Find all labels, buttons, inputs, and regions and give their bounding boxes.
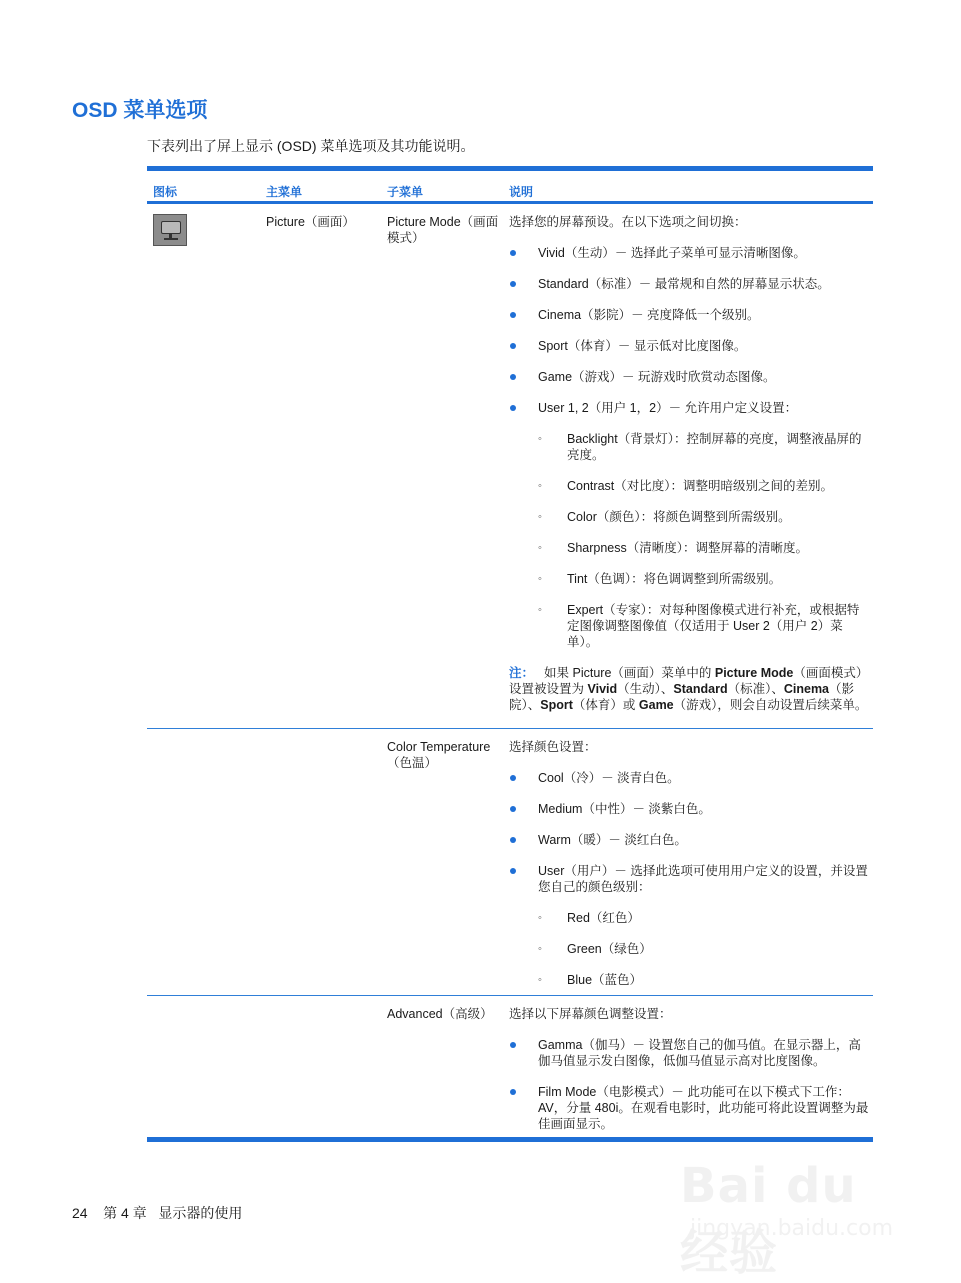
- intro-text: 下表列出了屏上显示 (OSD) 菜单选项及其功能说明。: [147, 138, 475, 154]
- header-main-menu: 主菜单: [266, 185, 303, 199]
- list-item: Cinema（影院）－ 亮度降低一个级别。: [509, 307, 871, 323]
- description-picture-mode: [509, 204, 871, 713]
- header-icon: 图标: [153, 185, 178, 199]
- header-description: 说明: [509, 185, 534, 199]
- description-intro: 选择以下屏幕颜色调整设置：: [509, 1007, 672, 1021]
- list-item: Cool（冷）－ 淡青白色。: [509, 770, 871, 786]
- note-bold: Standard: [673, 682, 728, 696]
- list-item: Medium（中性）－ 淡紫白色。: [509, 801, 871, 817]
- submenu-color-temperature: Color Temperature（色温）: [387, 740, 491, 770]
- watermark-brand: Bai du 经验: [680, 1158, 857, 1281]
- page-title: OSD 菜单选项: [72, 99, 208, 122]
- list-item: Film Mode（电影模式）－ 此功能可在以下模式下工作：AV，分量 480i。在观看电影时，此功能可将此设置调整为最佳画面显示。: [509, 1084, 871, 1132]
- description-advanced: [509, 996, 871, 1132]
- sub-list-item: ◦ Red（红色）: [509, 910, 871, 926]
- header-submenu: 子菜单: [387, 185, 424, 199]
- sub-list-item: ◦ Blue（蓝色）: [509, 972, 871, 988]
- sub-list-item: ◦ Green（绿色）: [509, 941, 871, 957]
- table-row-picture-mode: [147, 204, 873, 713]
- note-text: （标准）、: [727, 682, 784, 696]
- list-item: Sport（体育）－ 显示低对比度图像。: [509, 338, 871, 354]
- sub-list-item: ◦ Sharpness（清晰度）：调整屏幕的清晰度。: [509, 540, 871, 556]
- table-row-color-temperature: [147, 729, 873, 988]
- picture-menu-icon-cell: [153, 214, 187, 246]
- list-item: User（用户）－ 选择此选项可使用用户定义的设置，并设置您自己的颜色级别：: [509, 863, 871, 895]
- note-text: 如果 Picture（画面）菜单中的: [544, 666, 715, 680]
- list-item: Gamma（伽马）－ 设置您自己的伽马值。在显示器上，高伽马值显示发白图像，低伽马值显示高对比度图像。: [509, 1037, 871, 1069]
- table-header-row: [147, 171, 873, 201]
- submenu-picture-mode: Picture Mode（画面模式）: [387, 215, 499, 245]
- sub-list-item: ◦ Tint（色调）：将色调调整到所需级别。: [509, 571, 871, 587]
- note-text: （体育）或: [572, 698, 639, 712]
- note-text: （画面模式）设置被设置为: [509, 666, 869, 696]
- note-text: （生动）、: [617, 682, 674, 696]
- note-label: 注：: [509, 666, 535, 680]
- submenu-advanced: Advanced（高级）: [387, 1007, 493, 1021]
- osd-menu-table: [147, 166, 873, 1142]
- list-item: Game（游戏）－ 玩游戏时欣赏动态图像。: [509, 369, 871, 385]
- description-intro: 选择您的屏幕预设。在以下选项之间切换：: [509, 215, 747, 229]
- list-item: Warm（暖）－ 淡红白色。: [509, 832, 871, 848]
- option-list: [509, 1037, 871, 1132]
- option-list: [509, 770, 871, 988]
- note-text: （影院）、: [509, 682, 855, 712]
- page-footer: 24 第 4 章 显示器的使用: [72, 1205, 243, 1221]
- note-bold: Picture Mode: [714, 666, 794, 680]
- sub-list-item: ◦ Expert（专家）：对每种图像模式进行补充，或根据特定图像调整图像值（仅适用于 User 2（用户 2）菜单）。: [509, 602, 871, 650]
- sub-list-item: ◦ Backlight（背景灯）：控制屏幕的亮度，调整液晶屏的亮度。: [509, 431, 871, 463]
- baidu-watermark: [680, 1138, 910, 1281]
- description-color-temperature: [509, 729, 871, 988]
- list-item: User 1, 2（用户 1，2）－ 允许用户定义设置：: [509, 400, 871, 416]
- list-item: Standard（标准）－ 最常规和自然的屏幕显示状态。: [509, 276, 871, 292]
- option-list: [509, 245, 871, 650]
- main-menu-picture: Picture（画面）: [266, 215, 355, 229]
- sub-list-item: ◦ Contrast（对比度）：调整明暗级别之间的差别。: [509, 478, 871, 494]
- monitor-icon: [153, 214, 187, 246]
- table-row-advanced: [147, 996, 873, 1132]
- note-bold: Cinema: [783, 682, 830, 696]
- sub-list-item: ◦ Color（颜色）：将颜色调整到所需级别。: [509, 509, 871, 525]
- list-item: Vivid（生动）－ 选择此子菜单可显示清晰图像。: [509, 245, 871, 261]
- watermark-url: jingyan.baidu.com: [690, 1216, 894, 1241]
- description-intro: 选择颜色设置：: [509, 740, 597, 754]
- note-bold: Vivid: [587, 682, 618, 696]
- note-bold: Game: [638, 698, 674, 712]
- note-bold: Sport: [540, 698, 573, 712]
- note-paragraph: [509, 665, 871, 713]
- note-text: （游戏），则会自动设置后续菜单。: [673, 698, 868, 712]
